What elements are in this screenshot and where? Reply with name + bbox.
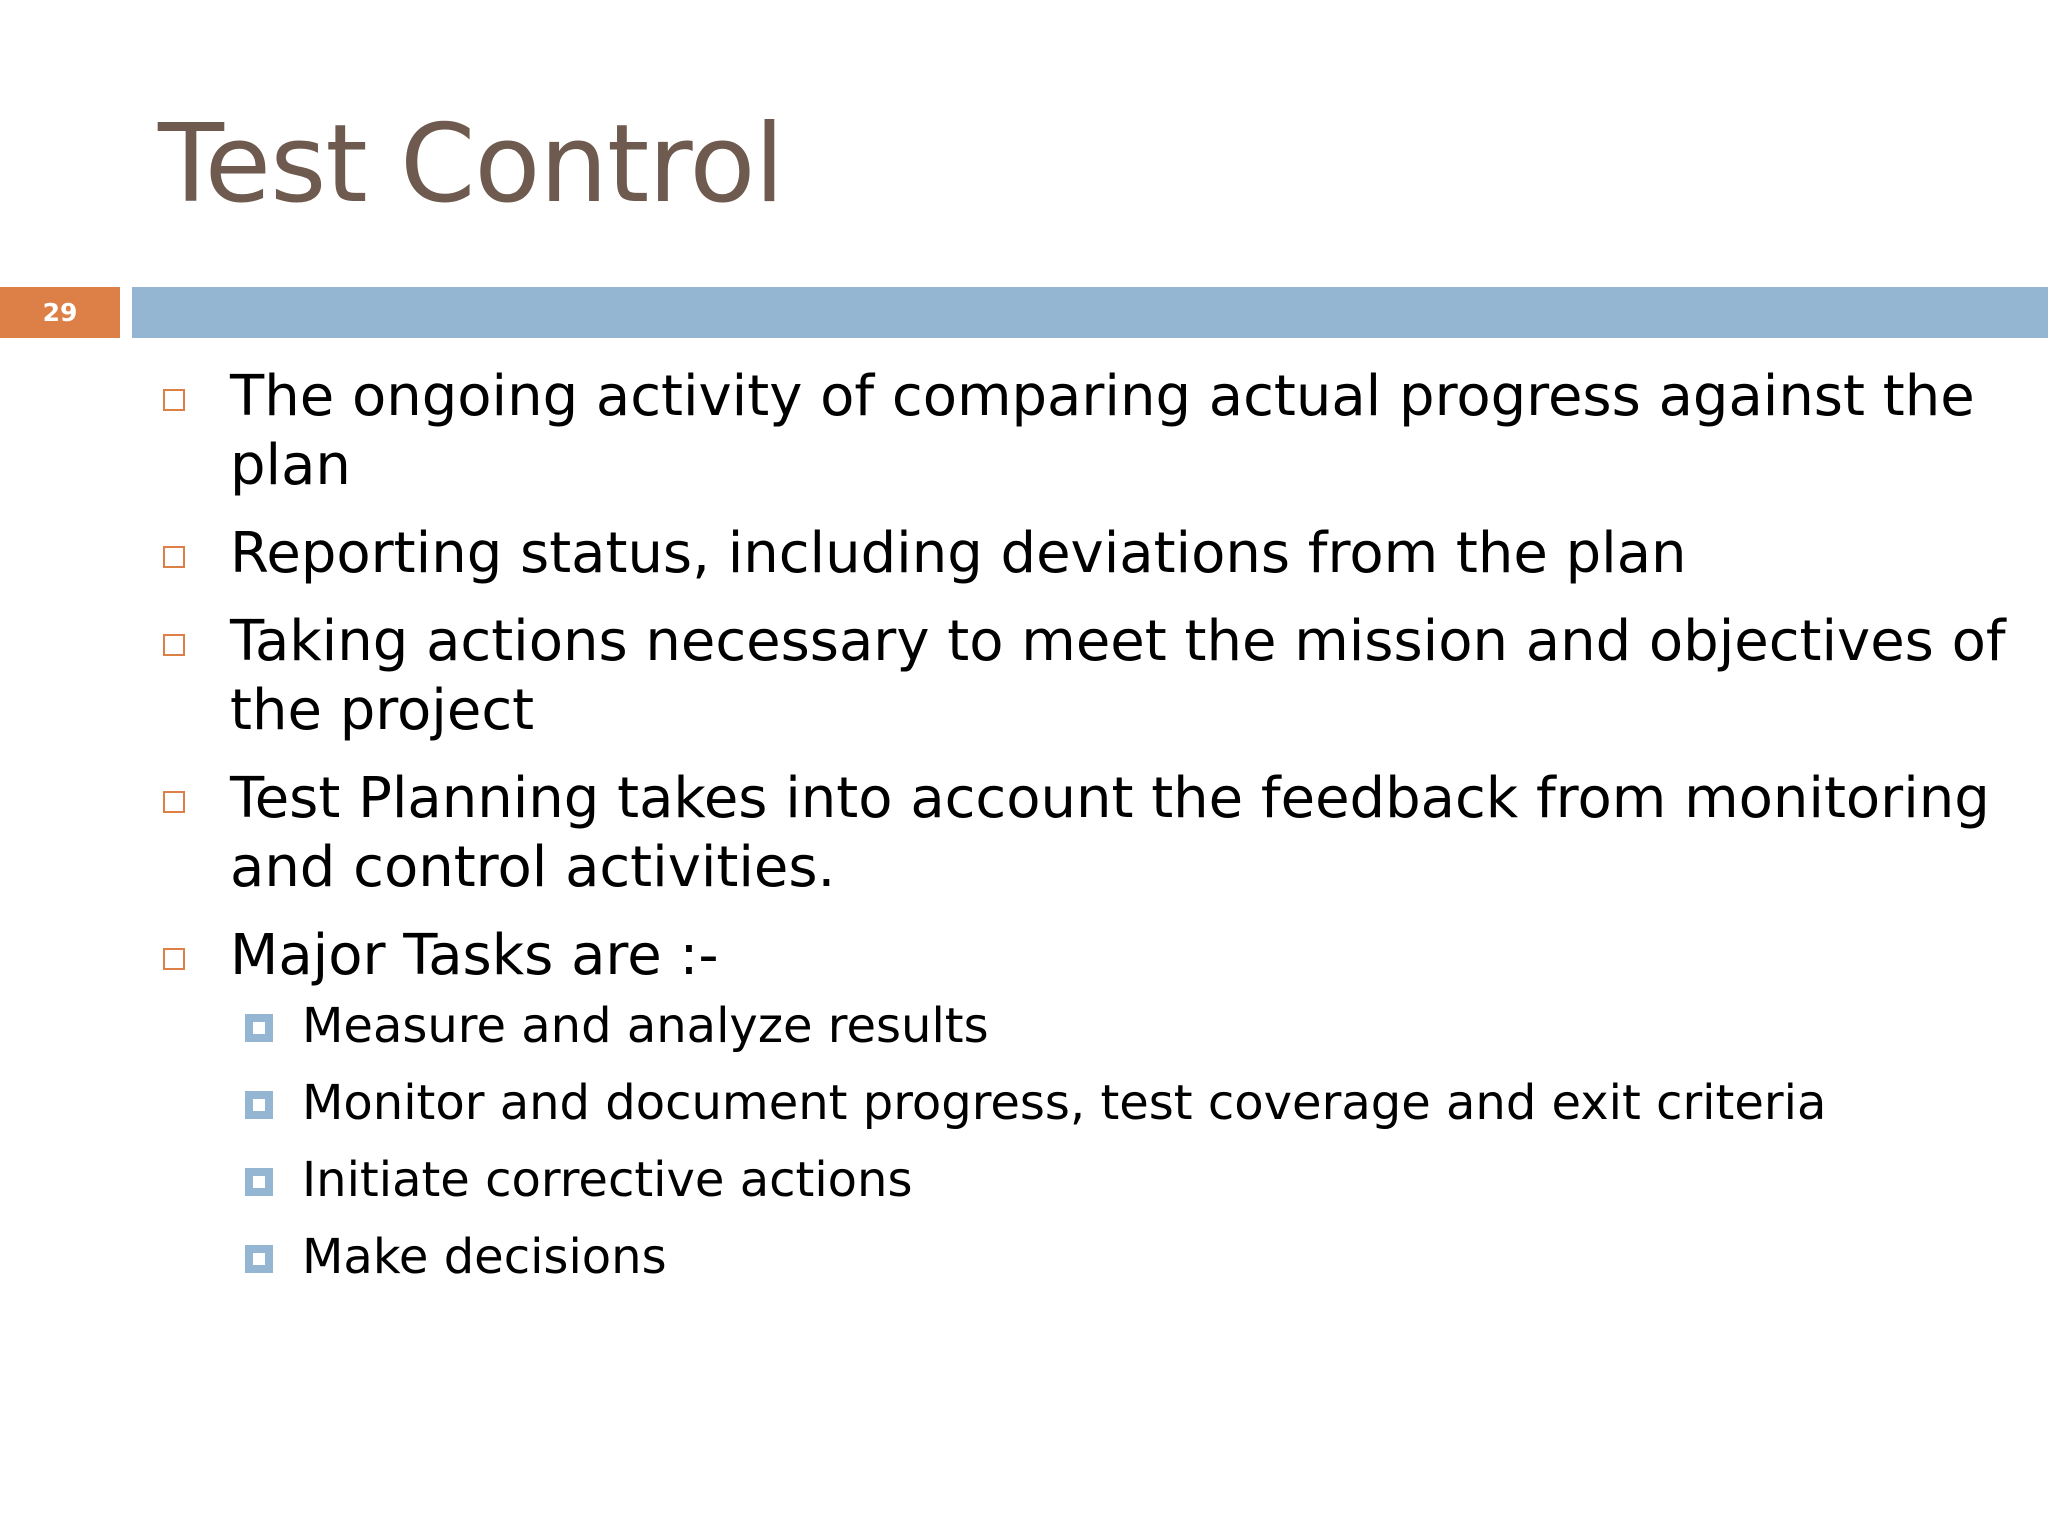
title-divider-bar <box>132 287 2048 338</box>
bullet-item <box>160 362 2010 500</box>
bullet-text: Major Tasks are :- <box>230 923 719 988</box>
sub-bullet-item <box>160 1071 2010 1135</box>
filled-square-icon <box>245 1014 273 1042</box>
bullet-item <box>160 519 2010 588</box>
sub-bullet-text: Measure and analyze results <box>302 998 989 1054</box>
bullet-text: The ongoing activity of comparing actual progress against the plan <box>230 364 1975 498</box>
hollow-square-icon <box>163 948 185 970</box>
sub-bullet-list <box>230 994 2010 1289</box>
filled-square-icon <box>245 1168 273 1196</box>
bullet-item <box>160 607 2010 745</box>
bullet-text: Taking actions necessary to meet the mission and objectives of the project <box>230 609 2006 743</box>
bullet-text: Reporting status, including deviations from the plan <box>230 521 1687 586</box>
filled-square-icon <box>245 1245 273 1273</box>
sub-bullet-text: Make decisions <box>302 1229 667 1285</box>
sub-bullet-text: Monitor and document progress, test coverage and exit criteria <box>302 1075 1827 1131</box>
sub-bullet-text: Initiate corrective actions <box>302 1152 913 1208</box>
bullet-list <box>160 362 2010 1308</box>
hollow-square-icon <box>163 389 185 411</box>
hollow-square-icon <box>163 546 185 568</box>
filled-square-icon <box>245 1091 273 1119</box>
bullet-text: Test Planning takes into account the feedback from monitoring and control activities. <box>230 766 1990 900</box>
bullet-item <box>160 764 2010 902</box>
slide-title: Test Control <box>158 102 784 227</box>
hollow-square-icon <box>163 634 185 656</box>
sub-bullet-item <box>160 994 2010 1058</box>
bullet-item <box>160 921 2010 1289</box>
sub-bullet-item <box>160 1148 2010 1212</box>
sub-bullet-item <box>160 1225 2010 1289</box>
hollow-square-icon <box>163 791 185 813</box>
page-number-badge: 29 <box>0 287 120 338</box>
